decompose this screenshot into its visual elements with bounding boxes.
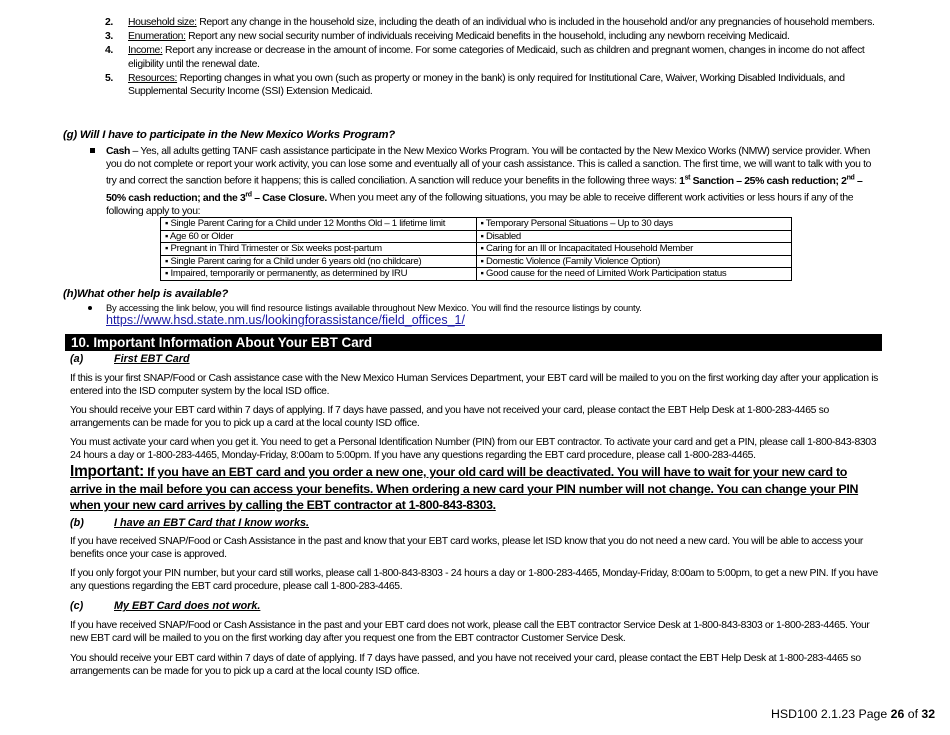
table-row xyxy=(161,218,792,231)
paragraph: If you only forgot your PIN number, but your card still works, please call 1-800-843-8303 - 24 hours a day or 1-800-283-4465, Monday-Friday, 8:00am to 5:00pm, to get a new PIN. If you have any questions regarding the EBT card procedure, please call 1-800-283-4465. xyxy=(70,568,878,593)
table-cell: ▪ Age 60 or Older xyxy=(161,230,477,243)
table-row xyxy=(161,268,792,281)
paragraph: You must activate your card when you get it. You need to get a Personal Identification Number (PIN) from our EBT contractor. To activate your card and get a PIN, please call 1-800-843-8303 24 hours a day or 1-800-283-4465, Monday-Friday, 8:00am to 5:00pm. If you have any questions regarding the EBT card procedure, please call 1-800-283-4465. xyxy=(70,437,877,462)
item-text: Report any increase or decrease in the amount of income. For some categories of Medicaid, such as children and pregnant women, changes in income do not affect eligibility until the renewal date. xyxy=(128,45,865,70)
subsection-a-heading: (a) First EBT Card xyxy=(70,353,190,365)
table-row xyxy=(161,255,792,268)
change-report-list xyxy=(105,16,885,99)
item-text: Report any change in the household size, including the death of an individual who is included in the household and/or any pregnancies of household members. xyxy=(196,17,875,28)
item-number: 5. xyxy=(105,72,113,84)
list-item xyxy=(105,44,885,70)
table-cell: ▪ Good cause for the need of Limited Work Participation status xyxy=(476,268,792,281)
section-g-heading: (g) Will I have to participate in the New Mexico Works Program? xyxy=(63,129,396,141)
table-cell: ▪ Caring for an Ill or Incapacitated Household Member xyxy=(476,243,792,256)
paragraph: If this is your first SNAP/Food or Cash assistance case with the New Mexico Human Services Department, your EBT card will be mailed to you on the first working day after your application is entered into the ISD computer system by the local ISD office. xyxy=(70,373,878,398)
item-number: 4. xyxy=(105,45,113,57)
item-text: Report any new social security number of individuals receiving Medicaid benefits in the household, including any newborn receiving Medicaid. xyxy=(185,31,790,43)
item-label: Income: xyxy=(128,45,163,57)
field-offices-link[interactable]: https://www.hsd.state.nm.us/lookingforassistance/field_offices_1/ xyxy=(106,313,465,327)
sanction-levels: 1st Sanction – 25% cash reduction; 2nd – 50% cash reduction; and the 3rd – Case Closure. xyxy=(106,174,863,204)
cash-text: – Yes, all adults getting TANF cash assistance participate in the New Mexico Works Program. You will be contacted by the New Mexico Works (NMW) service provider. When you do not complete or report your work activity, you can lose some and eventually all of your cash assistance. This is called a sanction. The first time, we will want to talk with you to try and correct the sanction before it happens; this is called conciliation. A sanction will reduce your benefits in the following three ways: xyxy=(106,146,872,187)
cash-text-continued: When you meet any of the following situations, you may be able to receive different work activities or less hours if any of the following apply to you: xyxy=(106,192,854,217)
item-number: 2. xyxy=(105,17,113,28)
item-text: Reporting changes in what you own (such as property or money in the bank) is only required for Institutional Care, Waiver, Working Disabled Individuals, and Supplemental Security Income (SSI) Extension Medicaid. xyxy=(128,72,845,98)
paragraph: You should receive your EBT card within 7 days of date of applying. If 7 days have passed, and you have not received your card, please contact the EBT Help Desk at 1-800-283-4465 so arrangements can be made for you to pick up a card at the local county ISD office. xyxy=(70,653,861,678)
item-label: Resources: xyxy=(128,72,178,84)
table-cell: ▪ Disabled xyxy=(476,230,792,243)
exemption-table xyxy=(160,217,792,281)
item-number: 3. xyxy=(105,31,113,43)
square-bullet-icon xyxy=(90,148,95,153)
paragraph: You should receive your EBT card within 7 days of applying. If 7 days have passed, and you have not received your card, please contact the EBT Help Desk at 1-800-283-4465 so arrangements can be made for you to pick up a card at the local county ISD office. xyxy=(70,405,829,430)
table-cell: ▪ Pregnant in Third Trimester or Six weeks post-partum xyxy=(161,243,477,256)
page-footer: HSD100 2.1.23 Page 26 of 32 xyxy=(771,707,936,721)
important-notice: Important: If you have an EBT card and you order a new one, your old card will be deactivated. You will have to wait for your new card to arrive in the mail before you can access your benefits. When ordering a new card your PIN number will not change. You can change your PIN when your new card arrives by calling the EBT contractor at 1-800-843-8303. xyxy=(70,463,859,512)
section-h-heading: (h)What other help is available? xyxy=(63,288,229,300)
table-row xyxy=(161,230,792,243)
table-cell: ▪ Temporary Personal Situations – Up to 30 days xyxy=(476,218,792,231)
subsection-b-heading: (b) I have an EBT Card that I know works. xyxy=(70,517,309,529)
cash-label: Cash xyxy=(106,146,131,157)
table-cell: ▪ Single Parent Caring for a Child under 12 Months Old – 1 lifetime limit xyxy=(161,218,477,231)
list-item xyxy=(105,16,885,29)
paragraph: If you have received SNAP/Food or Cash Assistance in the past and your EBT card does not work, please call the EBT contractor Service Desk at 1-800-843-8303 or 1-800-283-4465. Your new EBT card will be mailed to you on the first working day after you request one from the EBT contractor Customer Service Desk. xyxy=(70,620,870,645)
subsection-c-heading: (c) My EBT Card does not work. xyxy=(70,600,261,612)
resources-text: By accessing the link below, you will find resource listings available throughout New Mexico. You will find the resource listings by county. xyxy=(106,302,642,313)
table-cell: ▪ Domestic Violence (Family Violence Option) xyxy=(476,255,792,268)
paragraph: If you have received SNAP/Food or Cash Assistance in the past and know that your EBT card works, please let ISD know that you do not need a new card. You will be able to access your benefits once your case is approved. xyxy=(70,536,864,561)
dot-bullet-icon xyxy=(88,306,92,310)
resources-bullet xyxy=(88,302,878,327)
item-label: Enumeration: xyxy=(128,31,186,43)
section-10-title: 10. Important Information About Your EBT Card xyxy=(65,334,882,351)
table-row xyxy=(161,243,792,256)
table-cell: ▪ Single Parent caring for a Child under 6 years old (no childcare) xyxy=(161,255,477,268)
list-item xyxy=(105,72,885,98)
table-cell: ▪ Impaired, temporarily or permanently, as determined by IRU xyxy=(161,268,477,281)
list-item xyxy=(105,30,885,43)
item-label: Household size: xyxy=(128,17,197,28)
cash-bullet xyxy=(90,145,880,218)
